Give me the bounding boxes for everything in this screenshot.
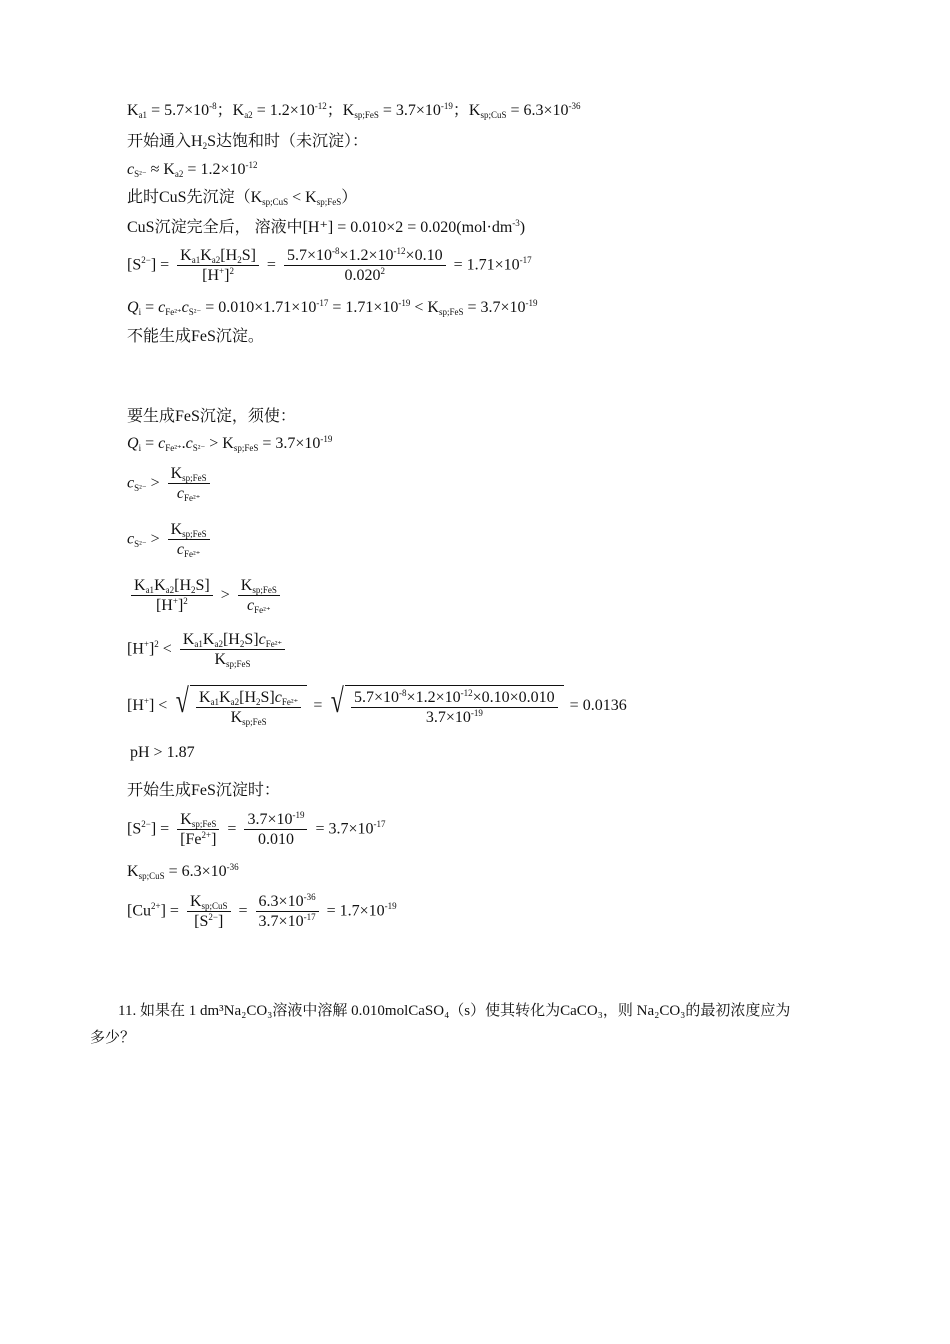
cs-ineq-2: $c_{S^{2-}}$ > $\frac{K_{sp;FeS}}{c_{Fe^{2+}}}$: [127, 520, 214, 559]
to-form-line: 要生成FeS沉淀，须使：: [127, 408, 296, 425]
ph-line: pH > 1.87: [130, 744, 195, 761]
constants-line: $K_{a1} = 5.7\times 10^{-8}$；$K_{a2} = 1.2\times 10^{-12}$；$K_{sp;FeS} = 3.7\times 10^{-19}$；$K_{sp;CuS} = 6.3\times 10^{-36}$: [127, 100, 581, 121]
cus-complete-line: CuS沉淀完全后， 溶液中$[H^+] = 0.010\times 2 = 0.020(mol\cdot dm^{-3})$: [127, 217, 526, 236]
question-11: [90, 998, 870, 1052]
start-line: 开始通入$H_2S$达饱和时（未沉淀）：: [127, 133, 368, 152]
cannot-form-line: 不能生成FeS沉淀。: [127, 328, 264, 345]
sqrt-result: 0.0136: [582, 696, 627, 714]
question-text-2: 多少？: [90, 1030, 136, 1046]
kfes-value: 3.7×10: [395, 102, 441, 119]
ka-ineq: $\frac{K_{a1}K_{a2}[H_2S]}{[H^+]^2}$ > $\frac{K_{sp;FeS}}{c_{Fe^{2+}}}$: [127, 576, 284, 615]
cs-approx-line: $c_{S^{2-}} \approx K_{a2} = 1.2\times 10^{-12}$: [127, 159, 258, 180]
h-sqrt-ineq: [H+] < √ $\frac{K_{a1}K_{a2}[H_2S]c_{Fe^{2+}}}{K_{sp;FeS}}$ = √ $\frac{5.7\times 10^{-8}\times 1.2\times 10^{-12}\times 0.10\times 0.010}{3.7\times 10^{-19}}$ = 0.0136: [127, 683, 627, 728]
kcus-line: $K_{sp;CuS} = 6.3\times 10^{-36}$: [127, 861, 239, 882]
ka1-value: 5.7×10: [164, 102, 210, 119]
qi-line: $Q_i = c_{Fe^{2+}}c_{S^{2-}} = 0.010\times 1.71\times 10^{-17} = 1.71\times 10^{-19} < K_{sp;FeS} = 3.7\times 10^{-19}$: [127, 297, 538, 318]
ka2-value: 1.2×10: [269, 102, 315, 119]
cus-first-line: 此时CuS先沉淀$(K_{sp;CuS} < K_{sp;FeS})$: [127, 189, 358, 208]
s-conc-eq-2: $[S^{2-}]$ = $\frac{K_{sp;FeS}}{[Fe^{2+}]}$ = $\frac{3.7\times 10^{-19}}{0.010}$ = $3.7\times 10^{-17}$: [127, 809, 386, 849]
qi-condition: $Q_i = c_{Fe^{2+}}.c_{S^{2-}} > K_{sp;FeS} = 3.7\times 10^{-19}$: [127, 433, 333, 454]
cs-ineq-1: $c_{S^{2-}}$ > $\frac{K_{sp;FeS}}{c_{Fe^{2+}}}$: [127, 464, 214, 503]
question-text: 如果在 1 dm³Na₂CO₃溶液中溶解 0.010molCaSO₄（s）使其转化为CaCO₃，则 Na₂CO₃的最初浓度应为: [139, 1003, 791, 1019]
s-conc-eq: $[S^{2-}]$ = $\frac{K_{a1}K_{a2}[H_2S]}{[H^+]^2}$ = $\frac{5.7\times 10^{-8}\times 1.2\times 10^{-12}\times 0.10}{0.020^2}$ = $1.71\times 10^{-17}$: [127, 245, 532, 285]
question-number: 11.: [118, 1003, 137, 1019]
kcus-value: 6.3×10: [523, 102, 569, 119]
h-sq-ineq: $[H^+]^2$ < $\frac{K_{a1}K_{a2}[H_2S]c_{Fe^{2+}}}{K_{sp;FeS}}$: [127, 630, 289, 669]
start-form-line: 开始生成FeS沉淀时：: [127, 782, 280, 799]
cu-conc-eq: $[Cu^{2+}]$ = $\frac{K_{sp;CuS}}{[S^{2-}]}$ = $\frac{6.3\times 10^{-36}}{3.7\times 10^{-17}}$ = $1.7\times 10^{-19}$: [127, 891, 397, 931]
